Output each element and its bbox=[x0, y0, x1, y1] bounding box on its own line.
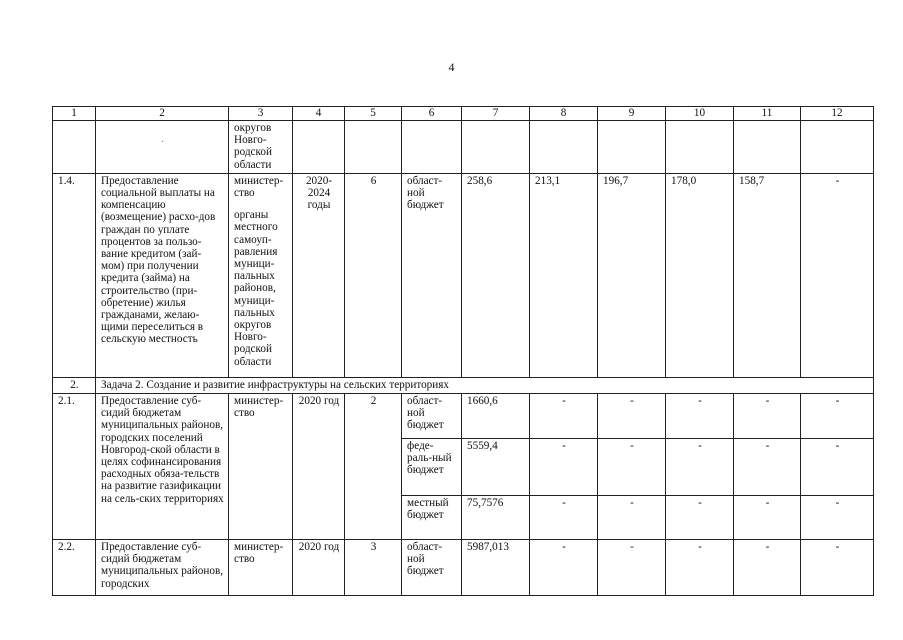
value-2021: 213,1 bbox=[530, 173, 598, 377]
funding-source: местный бюджет bbox=[402, 496, 462, 540]
value-2021: - bbox=[530, 540, 598, 596]
value-2022: - bbox=[598, 496, 666, 540]
value-2020: 5987,013 bbox=[462, 540, 530, 596]
program-table bbox=[52, 106, 874, 596]
value-2020: 1660,6 bbox=[462, 394, 530, 439]
value-col-12: - bbox=[801, 173, 874, 377]
col-number: 11 bbox=[734, 107, 801, 121]
value-2024: - bbox=[734, 540, 801, 596]
col-number: 8 bbox=[530, 107, 598, 121]
value-2022: 196,7 bbox=[598, 173, 666, 377]
target-cell: 6 bbox=[345, 173, 402, 377]
term-cell: 2020 год bbox=[293, 394, 345, 540]
term-cell: 2020 год bbox=[293, 540, 345, 596]
funding-source: област-ной бюджет bbox=[402, 173, 462, 377]
col-number: 3 bbox=[229, 107, 293, 121]
stray-dot: · bbox=[96, 121, 229, 174]
column-number-row bbox=[53, 107, 874, 121]
value-col-12: - bbox=[801, 394, 874, 439]
value-col-12: - bbox=[801, 496, 874, 540]
executor-local: органы местного самоуп-равления муници-пальных районов, муници-пальных округов Новго-родской области bbox=[234, 209, 278, 368]
value-col-12: - bbox=[801, 540, 874, 596]
funding-source: област-ной бюджет bbox=[402, 394, 462, 439]
value-2023: - bbox=[666, 496, 734, 540]
task-2-row bbox=[53, 377, 874, 393]
table-row-2-1 bbox=[53, 394, 874, 439]
col-number: 5 bbox=[345, 107, 402, 121]
value-2023: - bbox=[666, 394, 734, 439]
col-number: 6 bbox=[402, 107, 462, 121]
value-2021: - bbox=[530, 439, 598, 496]
value-2022: - bbox=[598, 394, 666, 439]
col-number: 2 bbox=[96, 107, 229, 121]
value-2021: - bbox=[530, 394, 598, 439]
col-number: 1 bbox=[53, 107, 96, 121]
value-2024: - bbox=[734, 394, 801, 439]
executor-cell: министер-ство bbox=[229, 540, 293, 596]
value-2024: - bbox=[734, 496, 801, 540]
value-2020: 75,7576 bbox=[462, 496, 530, 540]
task-title: Задача 2. Создание и развитие инфраструктуры на сельских территориях bbox=[96, 377, 874, 393]
col-number: 7 bbox=[462, 107, 530, 121]
col-number: 10 bbox=[666, 107, 734, 121]
executor-cell: округов Новго-родской области bbox=[229, 121, 293, 174]
table-row-2-2 bbox=[53, 540, 874, 596]
row-number: 2.1. bbox=[53, 394, 96, 540]
executor-cell: министер-ство bbox=[229, 394, 293, 540]
value-2024: - bbox=[734, 439, 801, 496]
page-number: 4 bbox=[448, 60, 455, 74]
table-row-1-4 bbox=[53, 173, 874, 377]
value-2023: - bbox=[666, 540, 734, 596]
measure-name: Предоставление суб-сидий бюджетам муниципальных районов, городских bbox=[96, 540, 229, 596]
table-row-continuation bbox=[53, 121, 874, 174]
col-number: 4 bbox=[293, 107, 345, 121]
measure-name: Предоставление суб-сидий бюджетам муниципальных районов, городских поселений Новгород-ской области в целях софинансирования расходных обяза-тельств на развитие газификации на сель-ских территориях bbox=[96, 394, 229, 540]
target-cell: 2 bbox=[345, 394, 402, 540]
value-2020: 258,6 bbox=[462, 173, 530, 377]
value-2024: 158,7 bbox=[734, 173, 801, 377]
col-number: 12 bbox=[801, 107, 874, 121]
executor-ministry: министер-ство bbox=[234, 174, 284, 200]
value-2021: - bbox=[530, 496, 598, 540]
funding-source: феде-раль-ный бюджет bbox=[402, 439, 462, 496]
measure-name: Предоставление социальной выплаты на компенсацию (возмещение) расхо-дов граждан по уплате процентов за пользо-вание кредитом (зай-мом) при получении кредита (займа) на строительство (при-обретение) жилья гражданами, желаю-щими переселиться в сельскую местность bbox=[96, 173, 229, 377]
funding-source: област-ной бюджет bbox=[402, 540, 462, 596]
target-cell: 3 bbox=[345, 540, 402, 596]
value-2023: 178,0 bbox=[666, 173, 734, 377]
value-2020: 5559,4 bbox=[462, 439, 530, 496]
row-number: 2.2. bbox=[53, 540, 96, 596]
value-2022: - bbox=[598, 540, 666, 596]
term-cell: 2020-2024 годы bbox=[293, 173, 345, 377]
executor-cell bbox=[229, 173, 293, 377]
value-2023: - bbox=[666, 439, 734, 496]
col-number: 9 bbox=[598, 107, 666, 121]
value-2022: - bbox=[598, 439, 666, 496]
task-number: 2. bbox=[53, 377, 96, 393]
row-number: 1.4. bbox=[53, 173, 96, 377]
value-col-12: - bbox=[801, 439, 874, 496]
